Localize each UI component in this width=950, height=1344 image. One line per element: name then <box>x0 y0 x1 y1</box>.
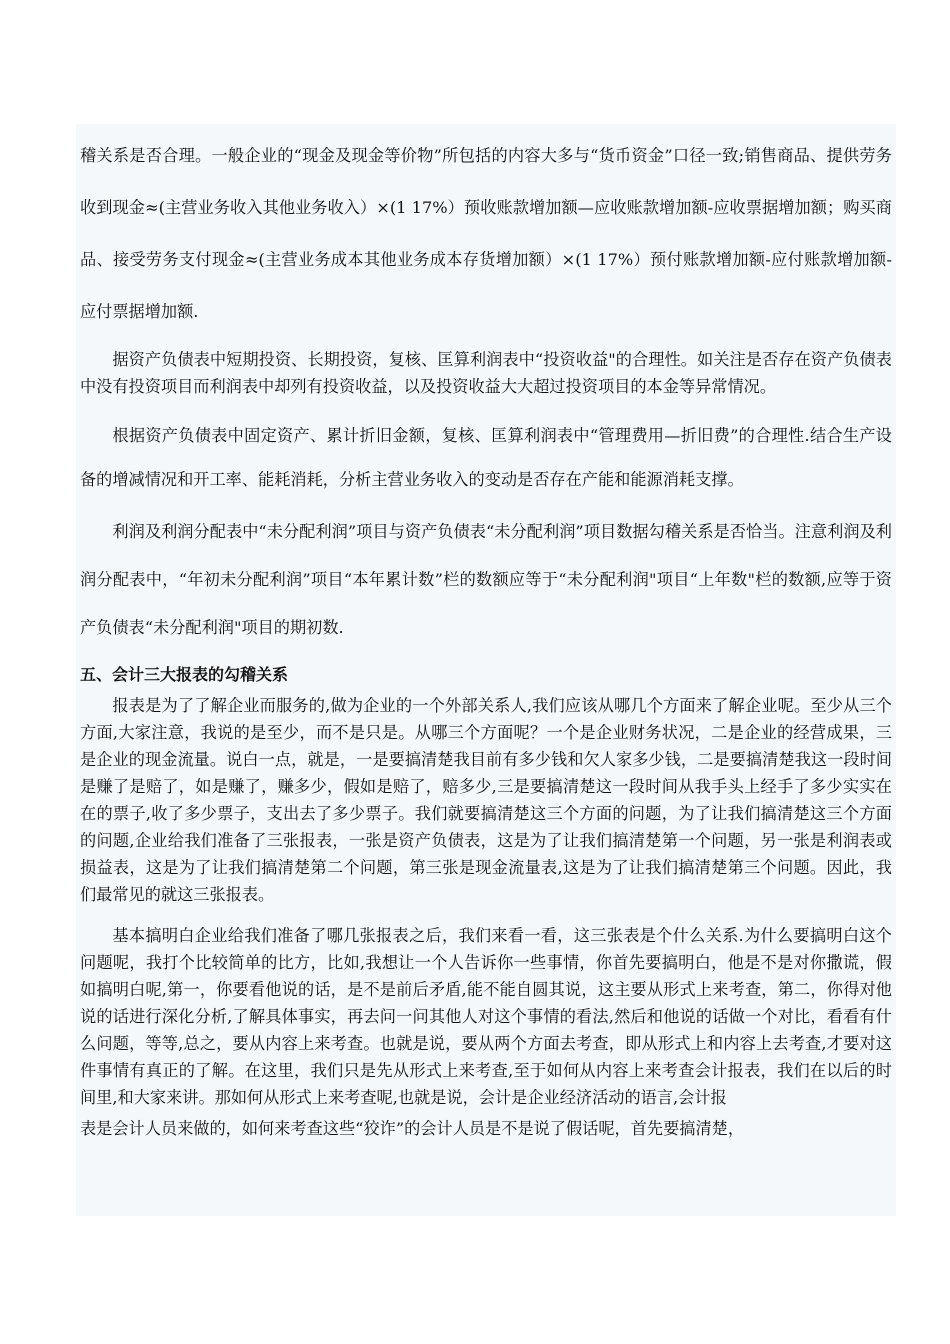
paragraph-relationship-last-line: 表是会计人员来做的，如何来考查这些“狡诈”的会计人员是不是说了假话呢，首先要搞清楚， <box>80 1119 745 1138</box>
document-body <box>80 130 892 1163</box>
paragraph-relationship: 基本搞明白企业给我们准备了哪几张报表之后，我们来看一看，这三张表是个什么关系.为什么要搞明白这个问题呢，我打个比较简单的比方，比如,我想让一个人告诉你一些事情，你首先要搞明白，他是不是对你撒谎，假如搞明白呢,第一，你要看他说的话，是不是前后矛盾,能不能自圆其说，这主要从形式上来考查，第二，你得对他说的话进行深化分析,了解具体事实，再去问一问其他人对这个事情的看法,然后和他说的话做一个对比，看看有什么问题，等等,总之，要从内容上来考查。也就是说，要从两个方面去考查，即从形式上和内容上去考查,才要对这件事情有真正的了解。在这里，我们只是先从形式上来考查,至于如何从内容上来考查会计报表，我们在以后的时间里,和大家来讲。那如何从形式上来考查呢,也就是说，会计是企业经济活动的语言,会计报 <box>80 926 892 1107</box>
section-heading: 五、会计三大报表的勾稽关系 <box>80 665 289 684</box>
paragraph-cash-flow-check: 稽关系是否合理。一般企业的“现金及现金等价物”所包括的内容大多与“货币资金”口径一致;销售商品、提供劳务收到现金≈(主营业务收入其他业务收入）×(1 17%）预收账款增加额—应收账款增加额-应收票据增加额；购买商品、接受劳务支付现金≈(主营业务成本其他业务成本存货增加额）×(1 17%）预付账款增加额-应付账款增加额-应付票据增加额. <box>80 146 892 321</box>
paragraph-three-statements: 报表是为了了解企业而服务的,做为企业的一个外部关系人,我们应该从哪几个方面来了解企业呢。至少从三个方面,大家注意，我说的是至少，而不是只是。从哪三个方面呢？一个是企业财务状况，二是企业的经营成果，三是企业的现金流量。说白一点，就是，一是要搞清楚我目前有多少钱和欠人家多少钱，二是要搞清楚我这一段时间是赚了是赔了，如是赚了，赚多少，假如是赔了，赔多少,三是要搞清楚这一段时间从我手头上经手了多少实实在在的票子,收了多少票子，支出去了多少票子。我们就要搞清楚这三个方面的问题，为了让我们搞清楚这三个方面的问题,企业给我们准备了三张报表，一张是资产负债表，这是为了让我们搞清楚第一个问题，另一张是利润表或损益表，这是为了让我们搞清楚第二个问题，第三张是现金流量表,这是为了让我们搞清楚第三个问题。因此，我们最常见的就这三张报表。 <box>80 696 892 904</box>
paragraph-investment-income: 据资产负债表中短期投资、长期投资，复核、匡算利润表中“投资收益"的合理性。如关注是否存在资产负债表中没有投资项目而利润表中却列有投资收益，以及投资收益大大超过投资项目的本金等异常情况。 <box>80 350 892 396</box>
paragraph-undistributed-profit: 利润及利润分配表中“未分配利润”项目与资产负债表“未分配利润”项目数据勾稽关系是否恰当。注意利润及利润分配表中，“年初未分配利润”项目“本年累计数”栏的数额应等于“未分配利润"项目“上年数"栏的数额,应等于资产负债表“未分配利润"项目的期初数. <box>80 522 892 637</box>
paragraph-depreciation: 根据资产负债表中固定资产、累计折旧金额，复核、匡算利润表中“管理费用—折旧费”的合理性.结合生产设备的增减情况和开工率、能耗消耗，分析主营业务收入的变动是否存在产能和能源消耗支撑。 <box>80 426 892 489</box>
